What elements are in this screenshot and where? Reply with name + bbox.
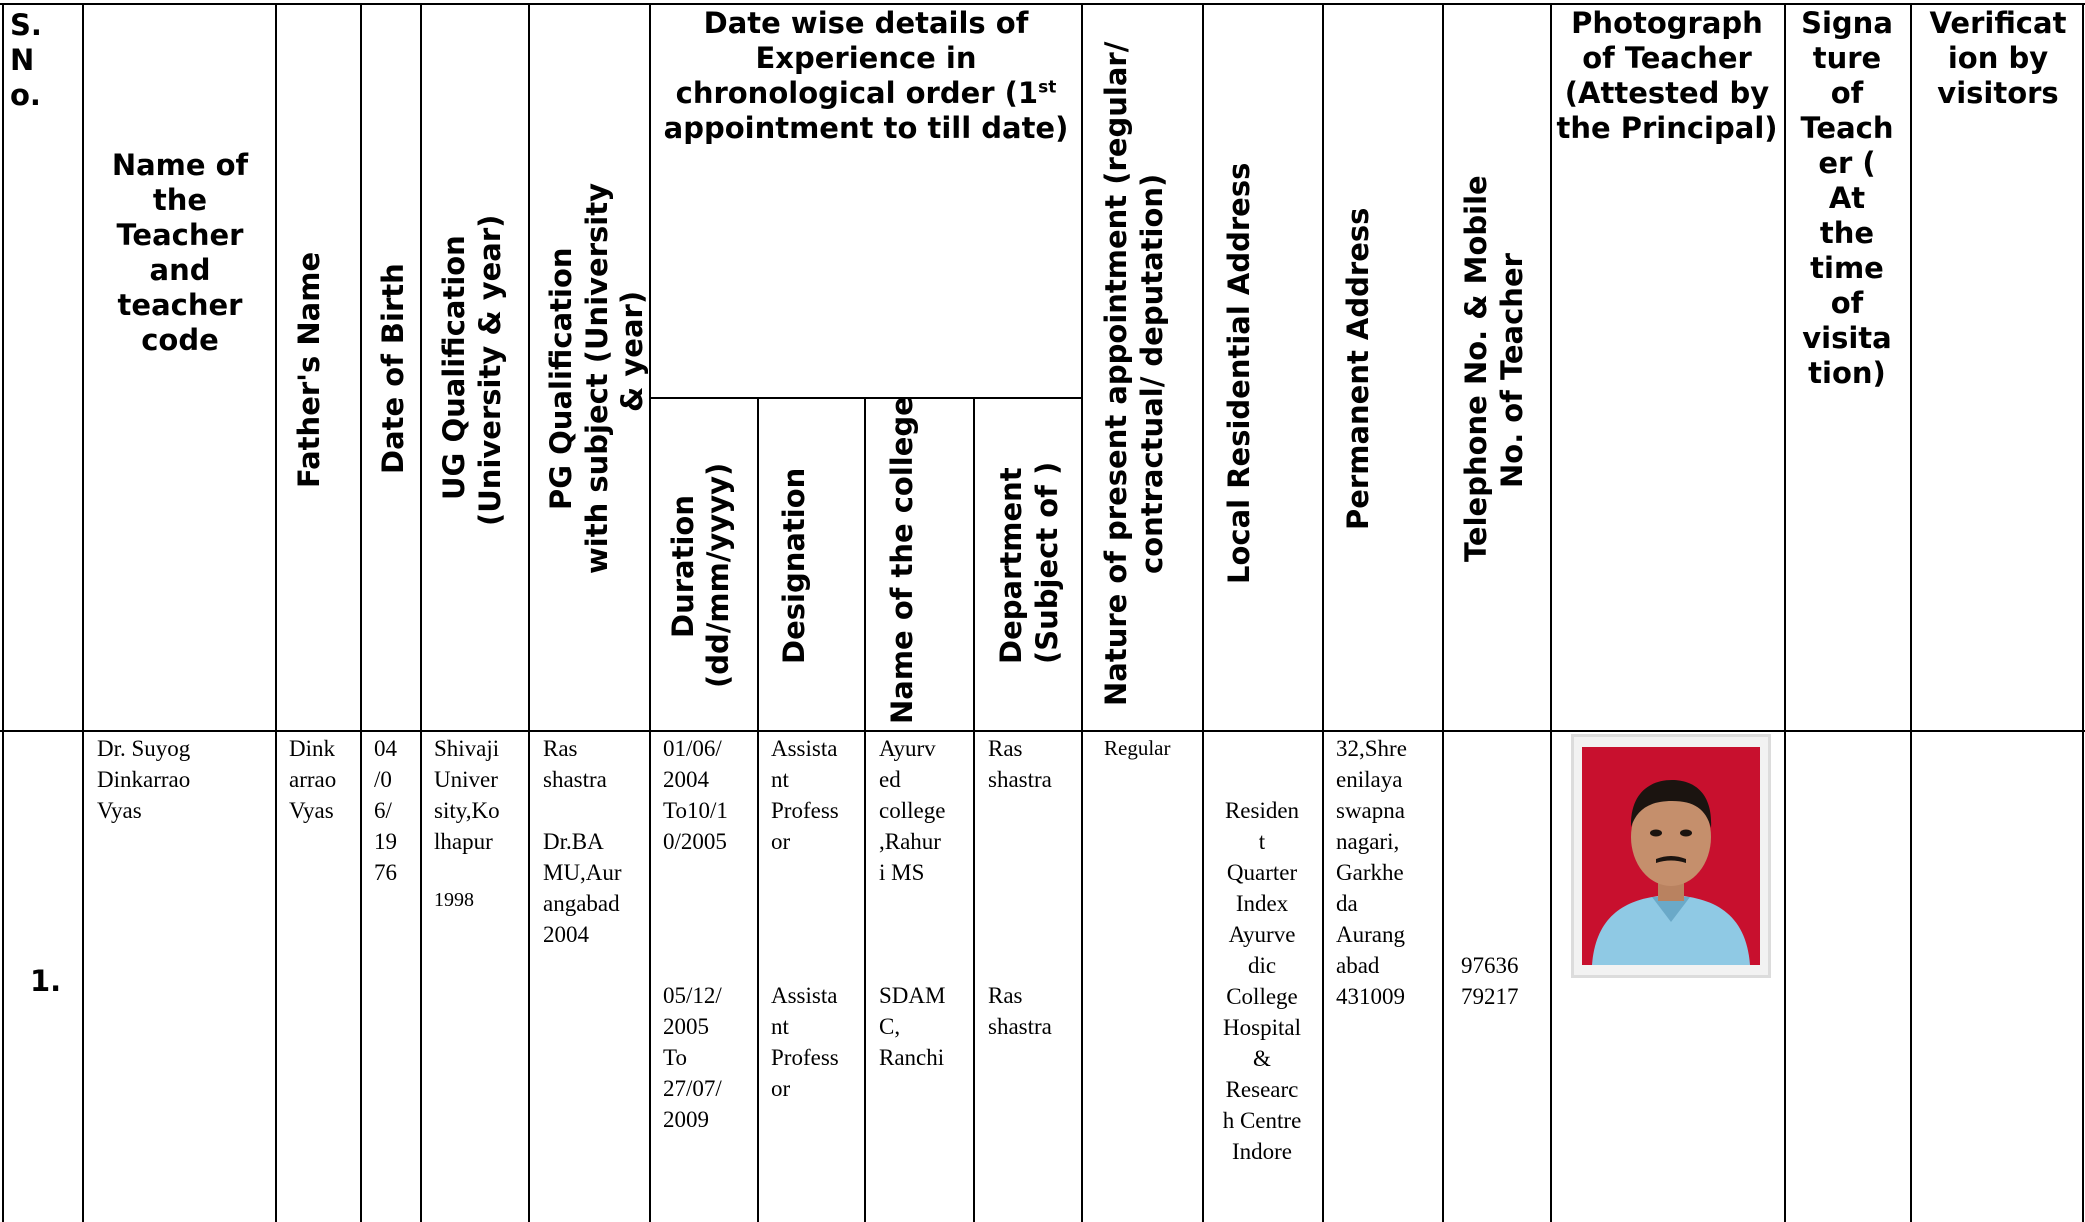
header-local-residential-address: Local Residential Address: [1222, 162, 1256, 584]
col-line: [360, 3, 362, 1222]
header-ug-qualification: UG Qualification: [437, 235, 471, 500]
header-ug-qualification-detail: (University & year): [473, 214, 507, 526]
row-nature-of-appointment: Regular: [1104, 736, 1171, 760]
header-college-name: Name of the college: [885, 396, 919, 724]
col-line: [1442, 3, 1444, 1222]
table-border-right: [2082, 3, 2084, 1222]
header-pg-qualification-detail: with subject (University: [580, 183, 614, 574]
row-exp1-designation: Assista nt Profess or: [771, 736, 839, 854]
experience-subheader-divider: [650, 397, 1082, 399]
row-exp1-department: Ras shastra: [988, 736, 1052, 792]
header-duration: Duration: [666, 495, 700, 638]
row-sno: 1.: [30, 964, 62, 998]
col-line: [757, 397, 759, 1222]
row-ug-year: 1998: [434, 889, 474, 911]
row-local-residential-address: Residen t Quarter Index Ayurve dic College Hospital & Researc h Centre Indore: [1222, 798, 1302, 1164]
row-teacher-name: Dr. Suyog Dinkarrao Vyas: [97, 736, 191, 823]
row-exp1-college: Ayurv ed college ,Rahur i MS: [879, 736, 946, 885]
header-experience: [660, 6, 1072, 146]
header-verification: Verificat ion by visitors: [1929, 6, 2067, 110]
header-telephone: Telephone No. & Mobile: [1459, 175, 1493, 562]
row-fathers-name: Dink arrao Vyas: [289, 736, 337, 823]
header-department: Department: [994, 467, 1028, 664]
col-line: [1081, 3, 1083, 1222]
col-line: [864, 397, 866, 1222]
header-row-divider: [0, 730, 2085, 732]
col-line: [1784, 3, 1786, 1222]
header-signature: Signa ture of Teach er ( At the time of visita tion): [1800, 6, 1894, 390]
header-experience-main: Date wise details of Experience in chronological order (1: [675, 6, 1039, 110]
header-experience-tail: appointment to till date): [663, 111, 1069, 145]
row-exp2-college: SDAM C, Ranchi: [879, 983, 946, 1070]
col-line: [2, 3, 4, 1222]
portrait-image: [1582, 747, 1760, 965]
header-sno: S. N o.: [10, 8, 42, 112]
col-line: [1550, 3, 1552, 1222]
header-permanent-address: Permanent Address: [1341, 207, 1375, 530]
row-permanent-address: 32,Shre enilaya swapna nagari, Garkhe da Aurang abad 431009: [1336, 736, 1407, 1009]
header-fathers-name: Father's Name: [292, 251, 326, 488]
col-line: [420, 3, 422, 1222]
row-exp2-department: Ras shastra: [988, 983, 1052, 1039]
col-line: [973, 397, 975, 1222]
header-nature-of-appointment-types: contractual/ deputation): [1135, 173, 1169, 574]
col-line: [528, 3, 530, 1222]
header-photograph: Photograph of Teacher (Attested by the Principal): [1556, 6, 1778, 145]
row-pg-qualification: Ras shastra Dr.BA MU,Aur angabad 2004: [543, 736, 622, 947]
header-nature-of-appointment: Nature of present appointment (regular/: [1099, 41, 1133, 706]
teacher-photograph: [1571, 734, 1771, 978]
row-telephone: 97636 79217: [1461, 953, 1519, 1009]
header-pg-qualification-year: & year): [615, 290, 649, 412]
row-exp2-designation: Assista nt Profess or: [771, 983, 839, 1101]
row-exp2-duration: 05/12/ 2005 To 27/07/ 2009: [663, 983, 722, 1132]
col-line: [82, 3, 84, 1222]
row-exp1-duration: 01/06/ 2004 To10/1 0/2005: [663, 736, 728, 854]
row-date-of-birth: 04 /0 6/ 19 76: [374, 736, 397, 885]
header-date-of-birth: Date of Birth: [376, 263, 410, 474]
table-border-top: [0, 3, 2085, 5]
photo-background: [1582, 747, 1760, 965]
header-experience-sup: st: [1038, 77, 1057, 98]
row-ug-qualification: Shivaji Univer sity,Ko lhapur: [434, 736, 500, 854]
col-line: [1322, 3, 1324, 1222]
header-duration-format: (dd/mm/yyyy): [701, 462, 735, 688]
col-line: [275, 3, 277, 1222]
header-teacher-name: Name of the Teacher and teacher code: [111, 148, 249, 357]
header-telephone-teacher: No. of Teacher: [1495, 253, 1529, 488]
header-department-subject: (Subject of ): [1030, 461, 1064, 664]
header-designation: Designation: [777, 467, 811, 664]
col-line: [1910, 3, 1912, 1222]
header-pg-qualification: PG Qualification: [544, 247, 578, 510]
col-line: [649, 3, 651, 1222]
